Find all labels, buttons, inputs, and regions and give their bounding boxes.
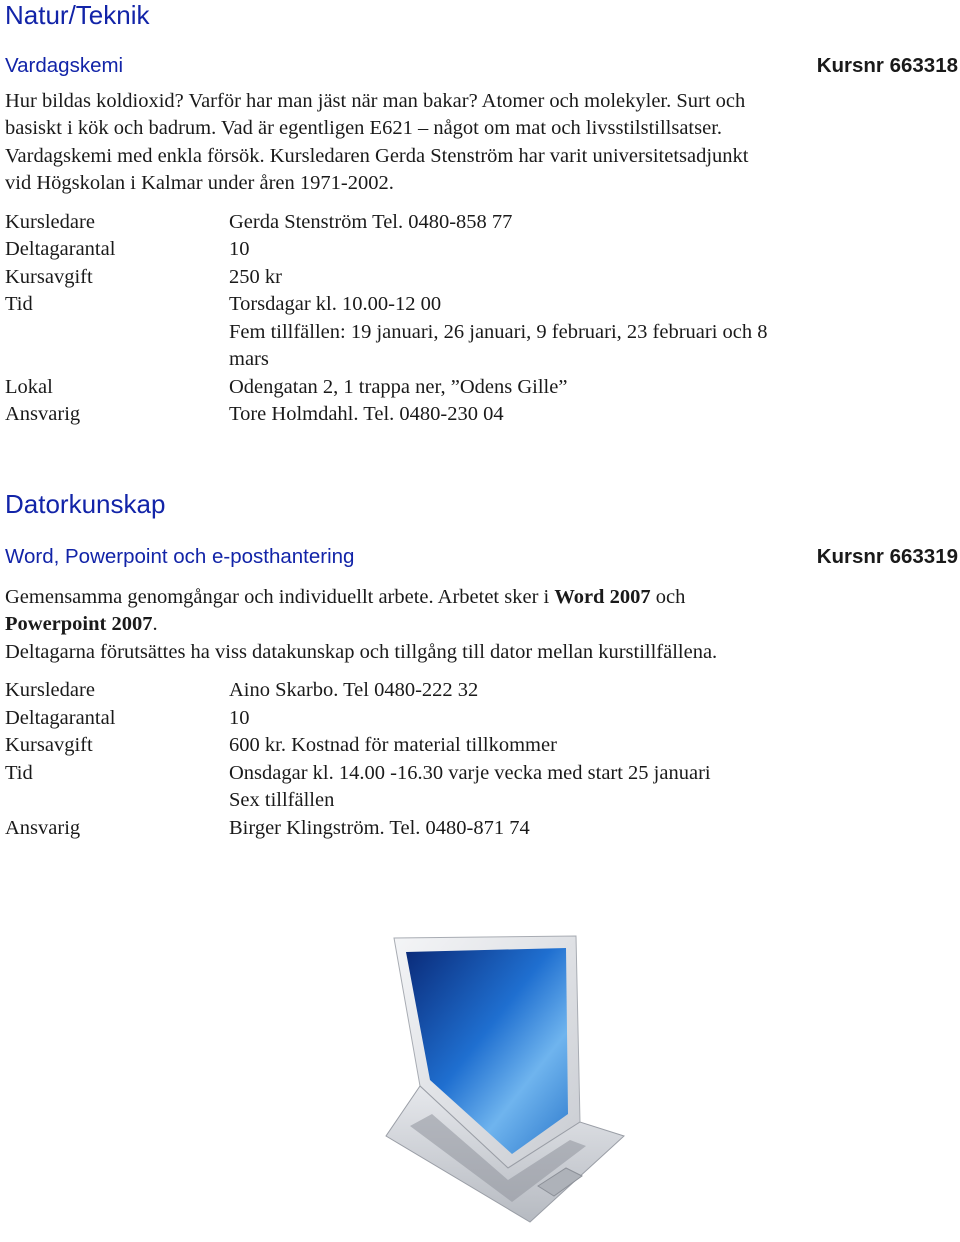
- description-text: Gemensamma genomgångar och individuellt arbete. Arbetet sker i: [5, 586, 555, 608]
- info-value: Odengatan 2, 1 trappa ner, ”Odens Gille”: [229, 376, 568, 398]
- info-value: 10: [229, 238, 250, 260]
- section-heading-natur-teknik: Natur/Teknik: [5, 0, 150, 30]
- info-value: 250 kr: [229, 266, 282, 288]
- info-value: Birger Klingström. Tel. 0480-871 74: [229, 817, 530, 839]
- description-line: Vardagskemi med enkla försök. Kursledaren Gerda Stenström har varit universitetsadjunkt: [5, 144, 749, 167]
- description-bold-text: Powerpoint 2007: [5, 613, 153, 636]
- course-description: [5, 584, 717, 666]
- course-description: [5, 88, 749, 197]
- info-value: Aino Skarbo. Tel 0480-222 32: [229, 679, 479, 701]
- description-line: [5, 584, 717, 611]
- info-value: 600 kr. Kostnad för material tillkommer: [229, 734, 557, 756]
- info-value: Torsdagar kl. 10.00-12 00: [229, 293, 442, 315]
- info-label: Kursledare: [5, 211, 95, 233]
- info-label: Ansvarig: [5, 403, 81, 425]
- info-label: Lokal: [5, 376, 53, 398]
- description-bold-text: Word 2007: [554, 586, 651, 608]
- info-value: 10: [229, 707, 250, 729]
- description-line: vid Högskolan i Kalmar under åren 1971-2002.: [5, 171, 394, 194]
- course-title: Vardagskemi: [5, 54, 124, 77]
- info-value: mars: [229, 348, 269, 370]
- course-number: Kursnr 663319: [816, 545, 958, 568]
- section-heading-datorkunskap: Datorkunskap: [5, 489, 166, 519]
- info-value: Sex tillfällen: [229, 789, 335, 811]
- info-label: Tid: [5, 293, 33, 315]
- description-line: basiskt i kök och badrum. Vad är egentligen E621 – något om mat och livsstilstillsatser.: [5, 117, 723, 140]
- info-value: Fem tillfällen: 19 januari, 26 januari, 9 februari, 23 februari och 8: [229, 321, 768, 343]
- description-line: Hur bildas koldioxid? Varför har man jäst när man bakar? Atomer och molekyler. Surt och: [5, 90, 746, 112]
- course-title: Word, Powerpoint och e-posthantering: [5, 545, 355, 568]
- info-value: Tore Holmdahl. Tel. 0480-230 04: [229, 403, 504, 425]
- info-label: Kursavgift: [5, 266, 93, 288]
- info-label: Deltagarantal: [5, 238, 116, 260]
- description-line: [5, 611, 717, 638]
- info-value: Onsdagar kl. 14.00 -16.30 varje vecka med start 25 januari: [229, 762, 711, 784]
- info-label: Tid: [5, 762, 33, 784]
- description-line: Deltagarna förutsättes ha viss datakunskap och tillgång till dator mellan kurstillfällena.: [5, 640, 718, 663]
- info-label: Deltagarantal: [5, 707, 116, 729]
- description-text: och: [650, 586, 686, 608]
- info-label: Ansvarig: [5, 817, 81, 839]
- info-label: Kursavgift: [5, 734, 93, 756]
- course-number: Kursnr 663318: [816, 54, 958, 77]
- laptop-icon: [380, 930, 630, 1230]
- info-label: Kursledare: [5, 679, 95, 701]
- info-value: Gerda Stenström Tel. 0480-858 77: [229, 211, 513, 233]
- description-text: .: [152, 613, 158, 636]
